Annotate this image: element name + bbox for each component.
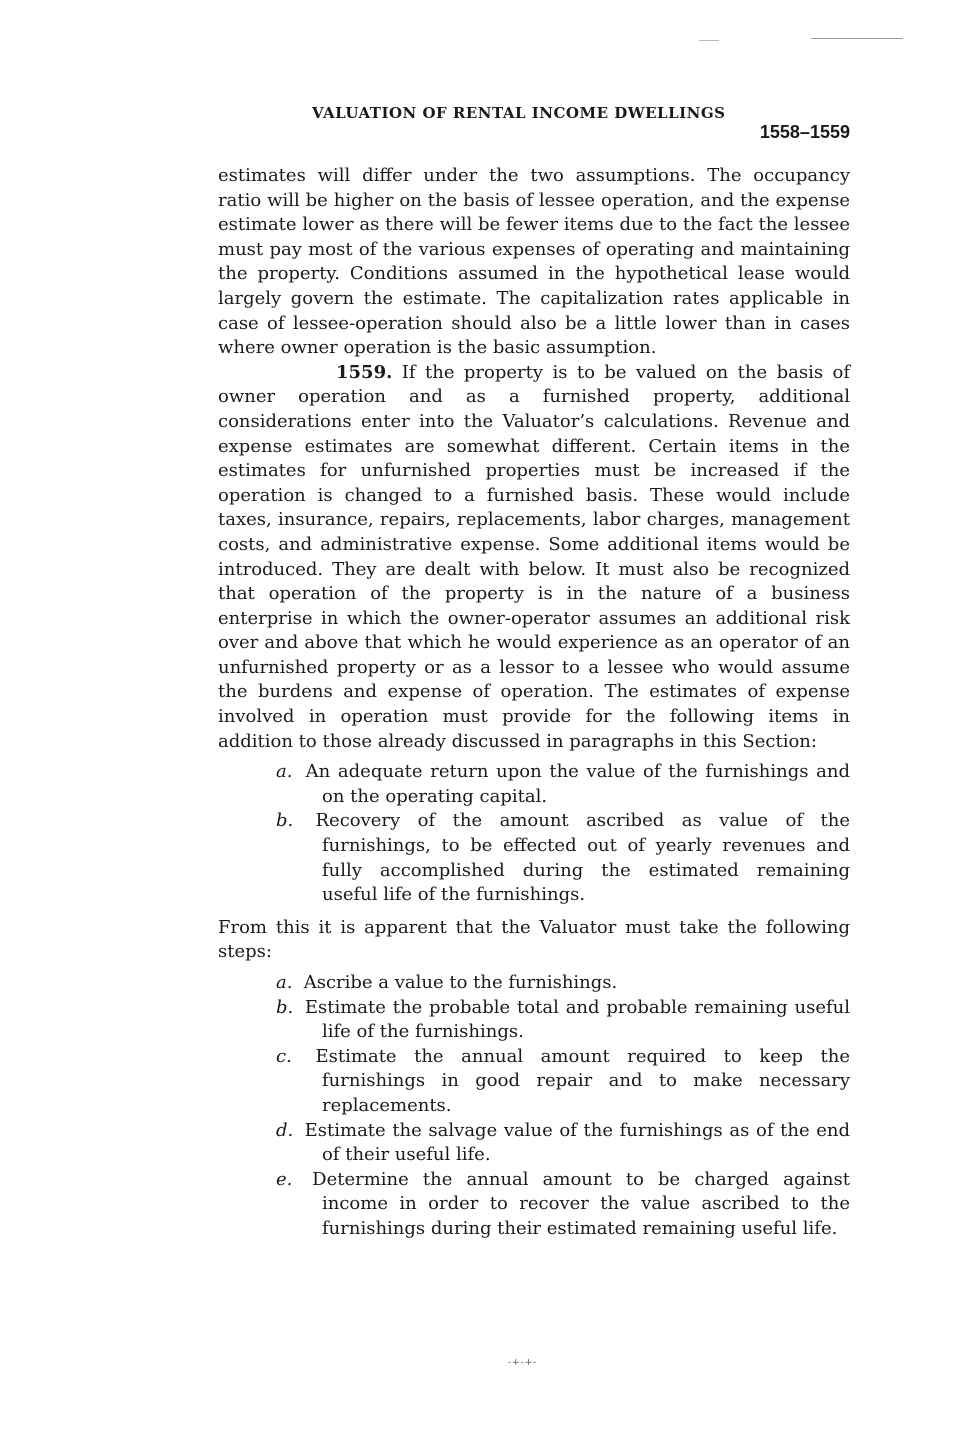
list-item-text: Estimate the salvage value of the furnishings as of the end of their useful life. [304,1119,850,1166]
paragraph-number: 1559. [336,361,393,383]
list-marker: a. [276,761,293,783]
list-marker: b. [276,810,294,832]
list-item-text: An adequate return upon the value of the furnishings and on the operating capital. [305,761,850,807]
list-item [276,809,850,907]
paragraph-steps-intro: From this it is apparent that the Valuator must take the following steps: [218,916,850,963]
paragraph-continuation: estimates will differ under the two assumptions. The occupancy ratio will be higher on the basis of lessee operation, and the expense estimate lower as there will be fewer items due to the fact the lessee must pay most of the various expenses of operating and maintaining the property. Conditions assumed in the hypothetical lease would largely govern the estimate. The capitalization rates applicable in case of lessee-operation should also be a little lower than in cases where owner operation is the basic assumption. [218,165,850,359]
paragraph-1559 [218,361,850,755]
list-item [276,1119,850,1168]
valuator-steps-list [218,971,850,1242]
list-item-text: Determine the annual amount to be charged against income in order to recover the value ascribed to the furnishings during their estimated remaining useful life. [312,1168,850,1239]
list-marker: a. [276,972,293,993]
list-item [276,996,850,1045]
scan-edge-rule [811,38,903,39]
expense-items-list [218,760,850,908]
running-title: VALUATION OF RENTAL INCOME DWELLINGS [312,104,726,122]
list-item [276,1168,850,1242]
list-item [276,1045,850,1119]
list-marker: e. [276,1168,293,1190]
list-item [276,760,850,809]
list-marker: c. [276,1045,292,1067]
list-item-text: Ascribe a value to the furnishings. [303,972,618,993]
scan-edge-mark [699,40,719,41]
list-marker: b. [276,996,294,1018]
footer-mark: -+-+- [508,1358,538,1368]
list-item-text: Estimate the probable total and probable remaining useful life of the furnishings. [304,996,850,1043]
section-range: 1558–1559 [759,122,850,142]
body-text [218,164,850,1250]
paragraph-1559-text: If the property is to be valued on the basis of owner operation and as a furnished property, additional considerations enter into the Valuator’s calculations. Revenue and expense estimates are somewhat different. Certain items in the estimates for unfurnished properties must be increased if the operation is changed to a furnished basis. These would include taxes, insurance, repairs, replacements, labor charges, management costs, and administrative expense. Some additional items would be introduced. They are dealt with below. It must also be recognized that operation of the property is in the nature of a business enterprise in which the owner-operator assumes an additional risk over and above that which he would experience as an operator of an unfurnished property or as a lessor to a lessee who would assume the burdens and expense of operation. The estimates of expense involved in operation must provide for the following items in addition to those already discussed in paragraphs in this Section: [218,361,850,752]
list-item-text: Estimate the annual amount required to keep the furnishings in good repair and to make necessary replacements. [315,1045,850,1116]
list-item-text: Recovery of the amount ascribed as value of the furnishings, to be effected out of yearly revenues and fully accomplished during the estimated remaining useful life of the furnishings. [315,810,850,906]
list-item [276,971,850,996]
list-marker: d. [276,1119,294,1141]
